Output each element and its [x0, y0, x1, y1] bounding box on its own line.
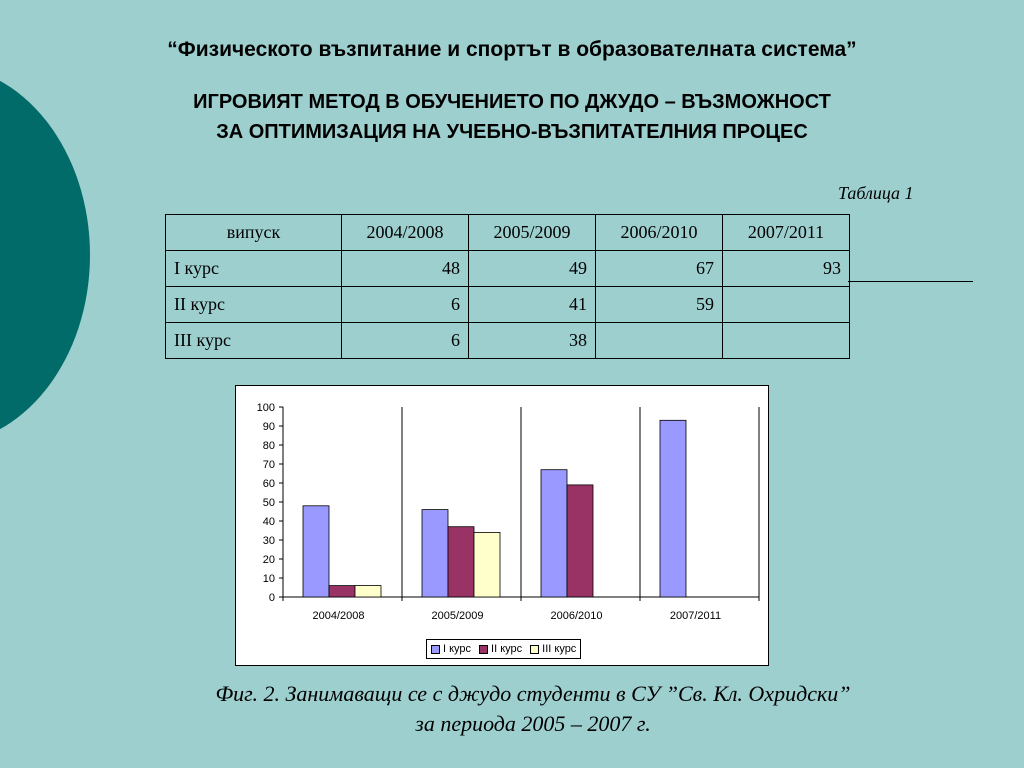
table-cell: 67: [596, 251, 723, 287]
bar: [474, 532, 500, 597]
chart-legend: [426, 639, 581, 659]
table-cell: [723, 323, 850, 359]
main-title: [0, 87, 1024, 147]
legend-label: III курс: [542, 643, 577, 655]
table-cell: 49: [469, 251, 596, 287]
y-tick-label: 70: [262, 459, 275, 471]
y-tick-label: 40: [262, 516, 275, 528]
table-cell: 59: [596, 287, 723, 323]
figure-caption: [0, 679, 1024, 739]
figure-caption-line1: Фиг. 2. Занимаващи се с джудо студенти в СУ ”Св. Кл. Охридски”: [215, 681, 851, 706]
table-cell: 6: [342, 287, 469, 323]
legend-item: [530, 643, 576, 655]
table-cell: 6: [342, 323, 469, 359]
chart-canvas: [236, 386, 768, 665]
legend-label: II курс: [491, 643, 523, 655]
table-cell: III курс: [166, 323, 342, 359]
legend-item: [479, 643, 522, 655]
y-tick-label: 100: [256, 402, 275, 414]
legend-label: I курс: [443, 643, 472, 655]
table-cell: II курс: [166, 287, 342, 323]
table-cell: 48: [342, 251, 469, 287]
y-tick-label: 60: [262, 478, 275, 490]
y-tick-label: 20: [262, 554, 275, 566]
y-tick-label: 90: [262, 421, 275, 433]
table-header-cell: 2005/2009: [469, 215, 596, 251]
main-title-line1: ИГРОВИЯТ МЕТОД В ОБУЧЕНИЕТО ПО ДЖУДО – ВЪЗМОЖНОСТ: [193, 91, 831, 113]
main-title-line2: ЗА ОПТИМИЗАЦИЯ НА УЧЕБНО-ВЪЗПИТАТЕЛНИЯ ПРОЦЕС: [216, 121, 808, 143]
divider-line: [848, 281, 973, 282]
table-header-row: [166, 215, 850, 251]
bar: [541, 470, 567, 597]
table-cell: 38: [469, 323, 596, 359]
bar: [355, 586, 381, 597]
bar: [303, 506, 329, 597]
table-header-cell: випуск: [166, 215, 342, 251]
figure-caption-line2: за периода 2005 – 2007 г.: [415, 711, 651, 736]
y-tick-label: 80: [262, 440, 275, 452]
table-header-cell: 2007/2011: [723, 215, 850, 251]
header-title: “Физическото възпитание и спортът в образователната система”: [167, 38, 857, 61]
bar: [329, 586, 355, 597]
x-tick-label: 2005/2009: [431, 610, 484, 622]
y-tick-label: 0: [268, 592, 275, 604]
legend-swatch: [431, 645, 440, 654]
x-tick-label: 2006/2010: [550, 610, 603, 622]
legend-item: [431, 643, 471, 655]
legend-swatch: [479, 645, 488, 654]
table-cell: I курс: [166, 251, 342, 287]
table-cell: 41: [469, 287, 596, 323]
table-cell: 93: [723, 251, 850, 287]
bar: [422, 510, 448, 597]
bar: [567, 485, 593, 597]
legend-swatch: [530, 645, 539, 654]
table-cell: [596, 323, 723, 359]
table-cell: [723, 287, 850, 323]
table-header-cell: 2004/2008: [342, 215, 469, 251]
x-tick-label: 2007/2011: [669, 610, 722, 622]
x-tick-label: 2004/2008: [312, 610, 365, 622]
data-table: [165, 214, 850, 359]
bar: [448, 527, 474, 597]
table-row: [166, 323, 850, 359]
y-tick-label: 30: [262, 535, 275, 547]
table-caption: Таблица 1: [838, 183, 914, 203]
bar: [660, 420, 686, 597]
y-tick-label: 10: [262, 573, 275, 585]
table-row: [166, 287, 850, 323]
bar-chart: [235, 385, 769, 666]
table-header-cell: 2006/2010: [596, 215, 723, 251]
y-tick-label: 50: [262, 497, 275, 509]
table-row: [166, 251, 850, 287]
